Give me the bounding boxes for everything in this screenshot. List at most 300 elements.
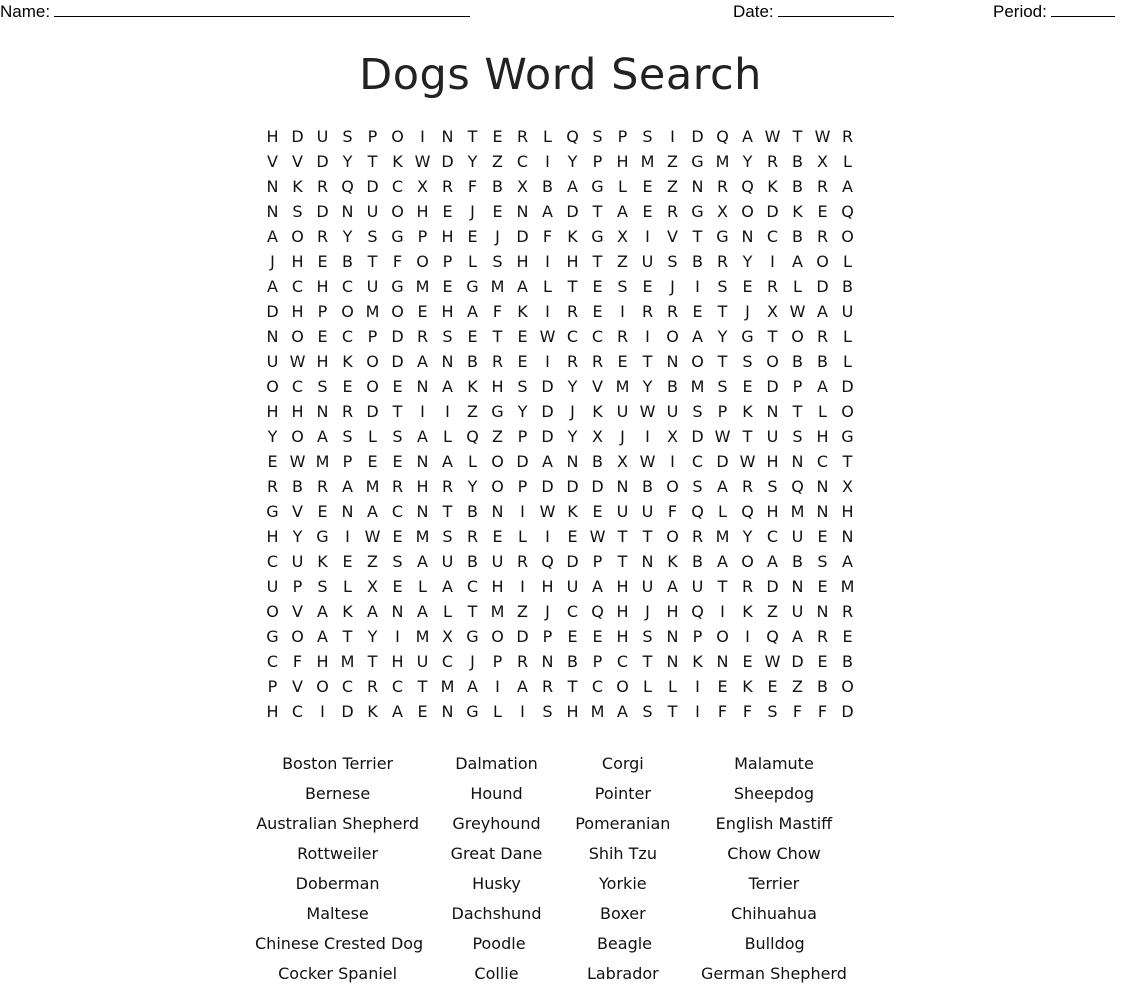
grid-letter: N xyxy=(841,527,854,546)
grid-letter: R xyxy=(766,152,779,171)
grid-letter: F xyxy=(817,702,828,721)
grid-letter: H xyxy=(616,152,629,171)
grid-letter: D xyxy=(391,352,404,371)
grid-letter: A xyxy=(817,302,828,321)
date-field[interactable] xyxy=(733,2,894,22)
grid-letter: A xyxy=(517,677,528,696)
grid-letter: I xyxy=(545,527,550,546)
grid-letter: Q xyxy=(691,502,704,521)
grid-letter: O xyxy=(741,202,754,221)
grid-letter: D xyxy=(716,452,729,471)
grid-letter: E xyxy=(642,277,653,296)
grid-letter: G xyxy=(391,227,404,246)
word-bank-item: Terrier xyxy=(748,874,800,893)
grid-letter: P xyxy=(517,477,528,496)
grid-letter: P xyxy=(592,552,603,571)
grid-letter: T xyxy=(642,652,653,671)
grid-letter: U xyxy=(691,577,704,596)
grid-letter: T xyxy=(617,552,628,571)
grid-letter: G xyxy=(691,202,704,221)
grid-letter: S xyxy=(492,252,503,271)
grid-letter: D xyxy=(541,377,554,396)
grid-letter: W xyxy=(589,527,606,546)
grid-letter: O xyxy=(391,202,404,221)
grid-letter: R xyxy=(716,252,729,271)
grid-letter: R xyxy=(316,177,329,196)
grid-letter: P xyxy=(442,252,453,271)
date-blank-line[interactable] xyxy=(778,2,894,17)
grid-letter: I xyxy=(495,677,500,696)
grid-letter: E xyxy=(317,252,328,271)
word-bank-item: Chow Chow xyxy=(727,844,821,863)
grid-letter: O xyxy=(491,627,504,646)
grid-letter: D xyxy=(366,177,379,196)
grid-letter: H xyxy=(616,602,629,621)
grid-letter: C xyxy=(516,152,529,171)
period-blank-line[interactable] xyxy=(1051,2,1115,17)
grid-letter: E xyxy=(592,302,603,321)
grid-row xyxy=(260,299,860,324)
grid-letter: H xyxy=(266,527,279,546)
grid-letter: U xyxy=(366,277,379,296)
grid-letter: B xyxy=(592,452,603,471)
grid-letter: Y xyxy=(342,152,353,171)
grid-letter: C xyxy=(266,552,279,571)
grid-letter: P xyxy=(267,677,278,696)
grid-letter: S xyxy=(817,552,828,571)
grid-letter: A xyxy=(542,202,553,221)
grid-letter: D xyxy=(541,427,554,446)
grid-letter: N xyxy=(616,477,629,496)
grid-letter: Q xyxy=(691,602,704,621)
grid-letter: R xyxy=(391,477,404,496)
grid-letter: H xyxy=(266,127,279,146)
grid-letter: S xyxy=(392,427,403,446)
grid-letter: S xyxy=(342,127,353,146)
word-bank-item: Greyhound xyxy=(452,814,541,833)
grid-letter: U xyxy=(841,302,854,321)
grid-letter: W xyxy=(764,127,781,146)
grid-letter: K xyxy=(667,552,678,571)
grid-letter: E xyxy=(442,202,453,221)
grid-letter: R xyxy=(466,527,479,546)
grid-letter: S xyxy=(617,277,628,296)
grid-letter: S xyxy=(342,427,353,446)
grid-letter: O xyxy=(666,527,679,546)
grid-letter: G xyxy=(266,502,279,521)
grid-letter: T xyxy=(717,302,728,321)
grid-letter: U xyxy=(291,552,304,571)
grid-letter: E xyxy=(767,677,778,696)
grid-letter: N xyxy=(266,202,279,221)
grid-letter: C xyxy=(766,227,779,246)
grid-letter: H xyxy=(766,502,779,521)
grid-letter: P xyxy=(492,652,503,671)
grid-letter: O xyxy=(666,477,679,496)
grid-letter: M xyxy=(340,652,355,671)
grid-letter: L xyxy=(343,577,352,596)
grid-letter: U xyxy=(566,577,579,596)
grid-letter: S xyxy=(642,702,653,721)
grid-letter: I xyxy=(445,402,450,421)
grid-letter: I xyxy=(745,627,750,646)
grid-letter: I xyxy=(545,302,550,321)
grid-letter: M xyxy=(315,452,330,471)
grid-letter: D xyxy=(366,402,379,421)
grid-letter: U xyxy=(791,527,804,546)
grid-letter: D xyxy=(441,152,454,171)
grid-letter: S xyxy=(317,577,328,596)
grid-letter: E xyxy=(392,377,403,396)
grid-letter: D xyxy=(766,377,779,396)
grid-letter: S xyxy=(792,427,803,446)
grid-letter: A xyxy=(717,477,728,496)
worksheet-header xyxy=(0,2,1121,26)
grid-letter: Y xyxy=(342,227,353,246)
grid-letter: A xyxy=(367,502,378,521)
grid-letter: L xyxy=(418,577,427,596)
grid-letter: H xyxy=(291,252,304,271)
grid-letter: Y xyxy=(567,152,578,171)
grid-letter: O xyxy=(491,477,504,496)
grid-letter: N xyxy=(341,202,354,221)
grid-letter: Y xyxy=(517,402,528,421)
grid-letter: F xyxy=(742,702,753,721)
word-bank-item: Pomeranian xyxy=(575,814,671,833)
grid-letter: I xyxy=(620,302,625,321)
word-bank-item: Boxer xyxy=(599,904,646,923)
grid-letter: E xyxy=(517,352,528,371)
grid-letter: A xyxy=(317,602,328,621)
grid-letter: L xyxy=(368,427,377,446)
grid-letter: E xyxy=(842,627,853,646)
grid-letter: N xyxy=(791,577,804,596)
grid-letter: C xyxy=(591,677,604,696)
grid-letter: T xyxy=(592,202,603,221)
grid-letter: A xyxy=(842,552,853,571)
grid-letter: Y xyxy=(567,377,578,396)
grid-letter: X xyxy=(617,452,628,471)
grid-letter: H xyxy=(266,402,279,421)
word-bank-row xyxy=(255,871,875,901)
grid-letter: W xyxy=(814,127,831,146)
grid-letter: D xyxy=(316,152,329,171)
grid-letter: N xyxy=(416,377,429,396)
grid-letter: A xyxy=(567,177,578,196)
grid-letter: G xyxy=(316,527,329,546)
page-title: Dogs Word Search xyxy=(359,50,762,100)
grid-letter: D xyxy=(566,552,579,571)
period-field[interactable] xyxy=(993,2,1115,22)
grid-letter: S xyxy=(767,477,778,496)
grid-letter: R xyxy=(841,602,854,621)
grid-letter: E xyxy=(492,127,503,146)
grid-letter: R xyxy=(766,277,779,296)
grid-letter: J xyxy=(645,602,650,621)
grid-letter: L xyxy=(543,277,552,296)
grid-letter: P xyxy=(342,452,353,471)
grid-letter: X xyxy=(617,227,628,246)
grid-letter: K xyxy=(792,202,803,221)
grid-letter: A xyxy=(267,227,278,246)
grid-letter: A xyxy=(717,552,728,571)
grid-letter: H xyxy=(491,377,504,396)
word-bank-item: Dachshund xyxy=(451,904,542,923)
name-field[interactable] xyxy=(0,2,470,22)
grid-letter: X xyxy=(842,477,853,496)
grid-letter: N xyxy=(741,227,754,246)
grid-letter: E xyxy=(342,552,353,571)
grid-letter: U xyxy=(641,577,654,596)
grid-letter: R xyxy=(566,302,579,321)
grid-letter: W xyxy=(289,352,306,371)
grid-row xyxy=(260,599,860,624)
word-bank-item: Australian Shepherd xyxy=(256,814,419,833)
grid-letter: E xyxy=(592,277,603,296)
word-bank-item: Yorkie xyxy=(599,874,647,893)
grid-letter: U xyxy=(366,202,379,221)
grid-letter: R xyxy=(816,227,829,246)
grid-letter: D xyxy=(516,227,529,246)
grid-letter: J xyxy=(620,427,625,446)
grid-letter: C xyxy=(341,327,354,346)
grid-letter: H xyxy=(566,252,579,271)
grid-letter: I xyxy=(695,277,700,296)
word-bank-item: Sheepdog xyxy=(733,784,815,803)
grid-letter: E xyxy=(742,652,753,671)
grid-letter: A xyxy=(342,477,353,496)
grid-letter: C xyxy=(616,652,629,671)
grid-letter: F xyxy=(492,302,503,321)
grid-letter: D xyxy=(391,327,404,346)
grid-letter: D xyxy=(691,127,704,146)
grid-letter: S xyxy=(517,377,528,396)
grid-letter: B xyxy=(792,152,803,171)
grid-letter: V xyxy=(292,677,303,696)
grid-letter: I xyxy=(520,577,525,596)
grid-letter: Z xyxy=(467,402,478,421)
grid-letter: Q xyxy=(466,427,479,446)
grid-letter: N xyxy=(266,327,279,346)
grid-letter: N xyxy=(416,502,429,521)
word-bank-item: English Mastiff xyxy=(715,814,833,833)
grid-letter: L xyxy=(468,252,477,271)
grid-letter: E xyxy=(817,652,828,671)
grid-letter: A xyxy=(592,577,603,596)
grid-letter: T xyxy=(567,277,578,296)
grid-letter: O xyxy=(841,227,854,246)
grid-letter: D xyxy=(766,202,779,221)
grid-letter: L xyxy=(443,602,452,621)
grid-letter: L xyxy=(668,677,677,696)
grid-letter: I xyxy=(645,427,650,446)
grid-letter: A xyxy=(442,452,453,471)
grid-letter: E xyxy=(342,377,353,396)
grid-letter: H xyxy=(316,352,329,371)
grid-letter: A xyxy=(817,377,828,396)
word-bank-item: Husky xyxy=(472,874,521,893)
grid-row xyxy=(260,349,860,374)
grid-letter: I xyxy=(545,252,550,271)
grid-letter: H xyxy=(816,427,829,446)
grid-letter: R xyxy=(716,177,729,196)
grid-letter: R xyxy=(366,677,379,696)
grid-letter: R xyxy=(441,477,454,496)
grid-letter: A xyxy=(417,602,428,621)
grid-letter: E xyxy=(467,327,478,346)
grid-letter: D xyxy=(816,277,829,296)
grid-letter: H xyxy=(441,227,454,246)
word-bank-item: Chinese Crested Dog xyxy=(255,934,424,953)
grid-letter: W xyxy=(364,527,381,546)
grid-letter: I xyxy=(395,627,400,646)
grid-letter: D xyxy=(766,577,779,596)
grid-letter: X xyxy=(817,152,828,171)
grid-letter: A xyxy=(317,427,328,446)
grid-letter: C xyxy=(291,277,304,296)
grid-letter: A xyxy=(542,452,553,471)
grid-letter: B xyxy=(792,352,803,371)
grid-letter: K xyxy=(342,602,353,621)
grid-letter: O xyxy=(791,327,804,346)
grid-letter: J xyxy=(745,302,750,321)
grid-letter: T xyxy=(617,527,628,546)
grid-letter: E xyxy=(417,302,428,321)
grid-letter: N xyxy=(716,652,729,671)
grid-letter: X xyxy=(592,427,603,446)
grid-letter: N xyxy=(266,177,279,196)
grid-letter: A xyxy=(417,552,428,571)
word-bank-item: Malamute xyxy=(734,754,814,773)
grid-letter: B xyxy=(842,277,853,296)
period-label: Period: xyxy=(993,2,1047,21)
grid-letter: J xyxy=(495,227,500,246)
grid-letter: N xyxy=(791,452,804,471)
grid-letter: O xyxy=(366,352,379,371)
grid-letter: N xyxy=(666,652,679,671)
grid-letter: D xyxy=(341,702,354,721)
grid-letter: R xyxy=(691,527,704,546)
grid-letter: D xyxy=(541,477,554,496)
grid-letter: F xyxy=(792,702,803,721)
grid-letter: Y xyxy=(267,427,278,446)
grid-letter: R xyxy=(666,302,679,321)
grid-letter: T xyxy=(392,402,403,421)
name-blank-line[interactable] xyxy=(54,2,470,17)
grid-letter: O xyxy=(291,427,304,446)
grid-letter: W xyxy=(414,152,431,171)
grid-letter: N xyxy=(491,502,504,521)
word-bank-item: Cocker Spaniel xyxy=(278,964,398,983)
grid-letter: B xyxy=(342,252,353,271)
grid-letter: S xyxy=(542,702,553,721)
grid-letter: H xyxy=(516,252,529,271)
grid-letter: I xyxy=(520,702,525,721)
grid-letter: W xyxy=(639,452,656,471)
grid-letter: M xyxy=(415,527,430,546)
grid-letter: S xyxy=(742,352,753,371)
grid-letter: E xyxy=(817,577,828,596)
grid-letter: T xyxy=(717,577,728,596)
grid-letter: A xyxy=(617,702,628,721)
grid-letter: C xyxy=(591,327,604,346)
grid-letter: R xyxy=(516,127,529,146)
grid-letter: D xyxy=(291,127,304,146)
grid-letter: I xyxy=(345,527,350,546)
grid-letter: N xyxy=(816,477,829,496)
grid-letter: D xyxy=(841,702,854,721)
grid-letter: O xyxy=(816,252,829,271)
grid-letter: R xyxy=(816,627,829,646)
grid-letter: H xyxy=(666,602,679,621)
letter-grid xyxy=(260,124,860,724)
grid-letter: R xyxy=(516,652,529,671)
grid-row xyxy=(260,474,860,499)
word-bank-row xyxy=(255,781,875,811)
grid-letter: S xyxy=(392,552,403,571)
word-bank-row xyxy=(255,961,875,991)
grid-row xyxy=(260,624,860,649)
grid-letter: F xyxy=(717,702,728,721)
grid-letter: E xyxy=(642,177,653,196)
grid-letter: V xyxy=(292,602,303,621)
grid-letter: N xyxy=(816,502,829,521)
grid-letter: R xyxy=(641,302,654,321)
grid-letter: R xyxy=(666,202,679,221)
grid-letter: B xyxy=(667,377,678,396)
grid-letter: O xyxy=(366,377,379,396)
grid-letter: G xyxy=(841,427,854,446)
grid-letter: B xyxy=(467,352,478,371)
grid-letter: A xyxy=(442,377,453,396)
grid-letter: S xyxy=(317,377,328,396)
grid-letter: Q xyxy=(341,177,354,196)
grid-letter: F xyxy=(467,177,478,196)
grid-letter: N xyxy=(316,402,329,421)
grid-letter: Z xyxy=(492,152,503,171)
grid-letter: B xyxy=(692,552,703,571)
grid-letter: M xyxy=(365,477,380,496)
grid-letter: W xyxy=(539,502,556,521)
name-label: Name: xyxy=(0,2,51,21)
grid-letter: L xyxy=(843,152,852,171)
grid-letter: S xyxy=(767,702,778,721)
word-bank-item: Bulldog xyxy=(744,934,805,953)
grid-letter: A xyxy=(267,277,278,296)
grid-letter: L xyxy=(493,702,502,721)
grid-letter: X xyxy=(367,577,378,596)
grid-letter: N xyxy=(541,652,554,671)
grid-letter: A xyxy=(417,427,428,446)
grid-letter: M xyxy=(365,302,380,321)
grid-letter: P xyxy=(617,127,628,146)
grid-letter: M xyxy=(690,377,705,396)
grid-letter: W xyxy=(714,427,731,446)
grid-letter: E xyxy=(567,627,578,646)
grid-letter: C xyxy=(766,527,779,546)
grid-letter: C xyxy=(341,277,354,296)
grid-row xyxy=(260,199,860,224)
grid-letter: L xyxy=(818,402,827,421)
grid-letter: Y xyxy=(717,327,728,346)
grid-letter: M xyxy=(640,152,655,171)
grid-letter: P xyxy=(592,652,603,671)
grid-letter: D xyxy=(841,377,854,396)
grid-letter: S xyxy=(367,227,378,246)
grid-letter: U xyxy=(641,502,654,521)
grid-letter: P xyxy=(417,227,428,246)
grid-letter: A xyxy=(367,602,378,621)
